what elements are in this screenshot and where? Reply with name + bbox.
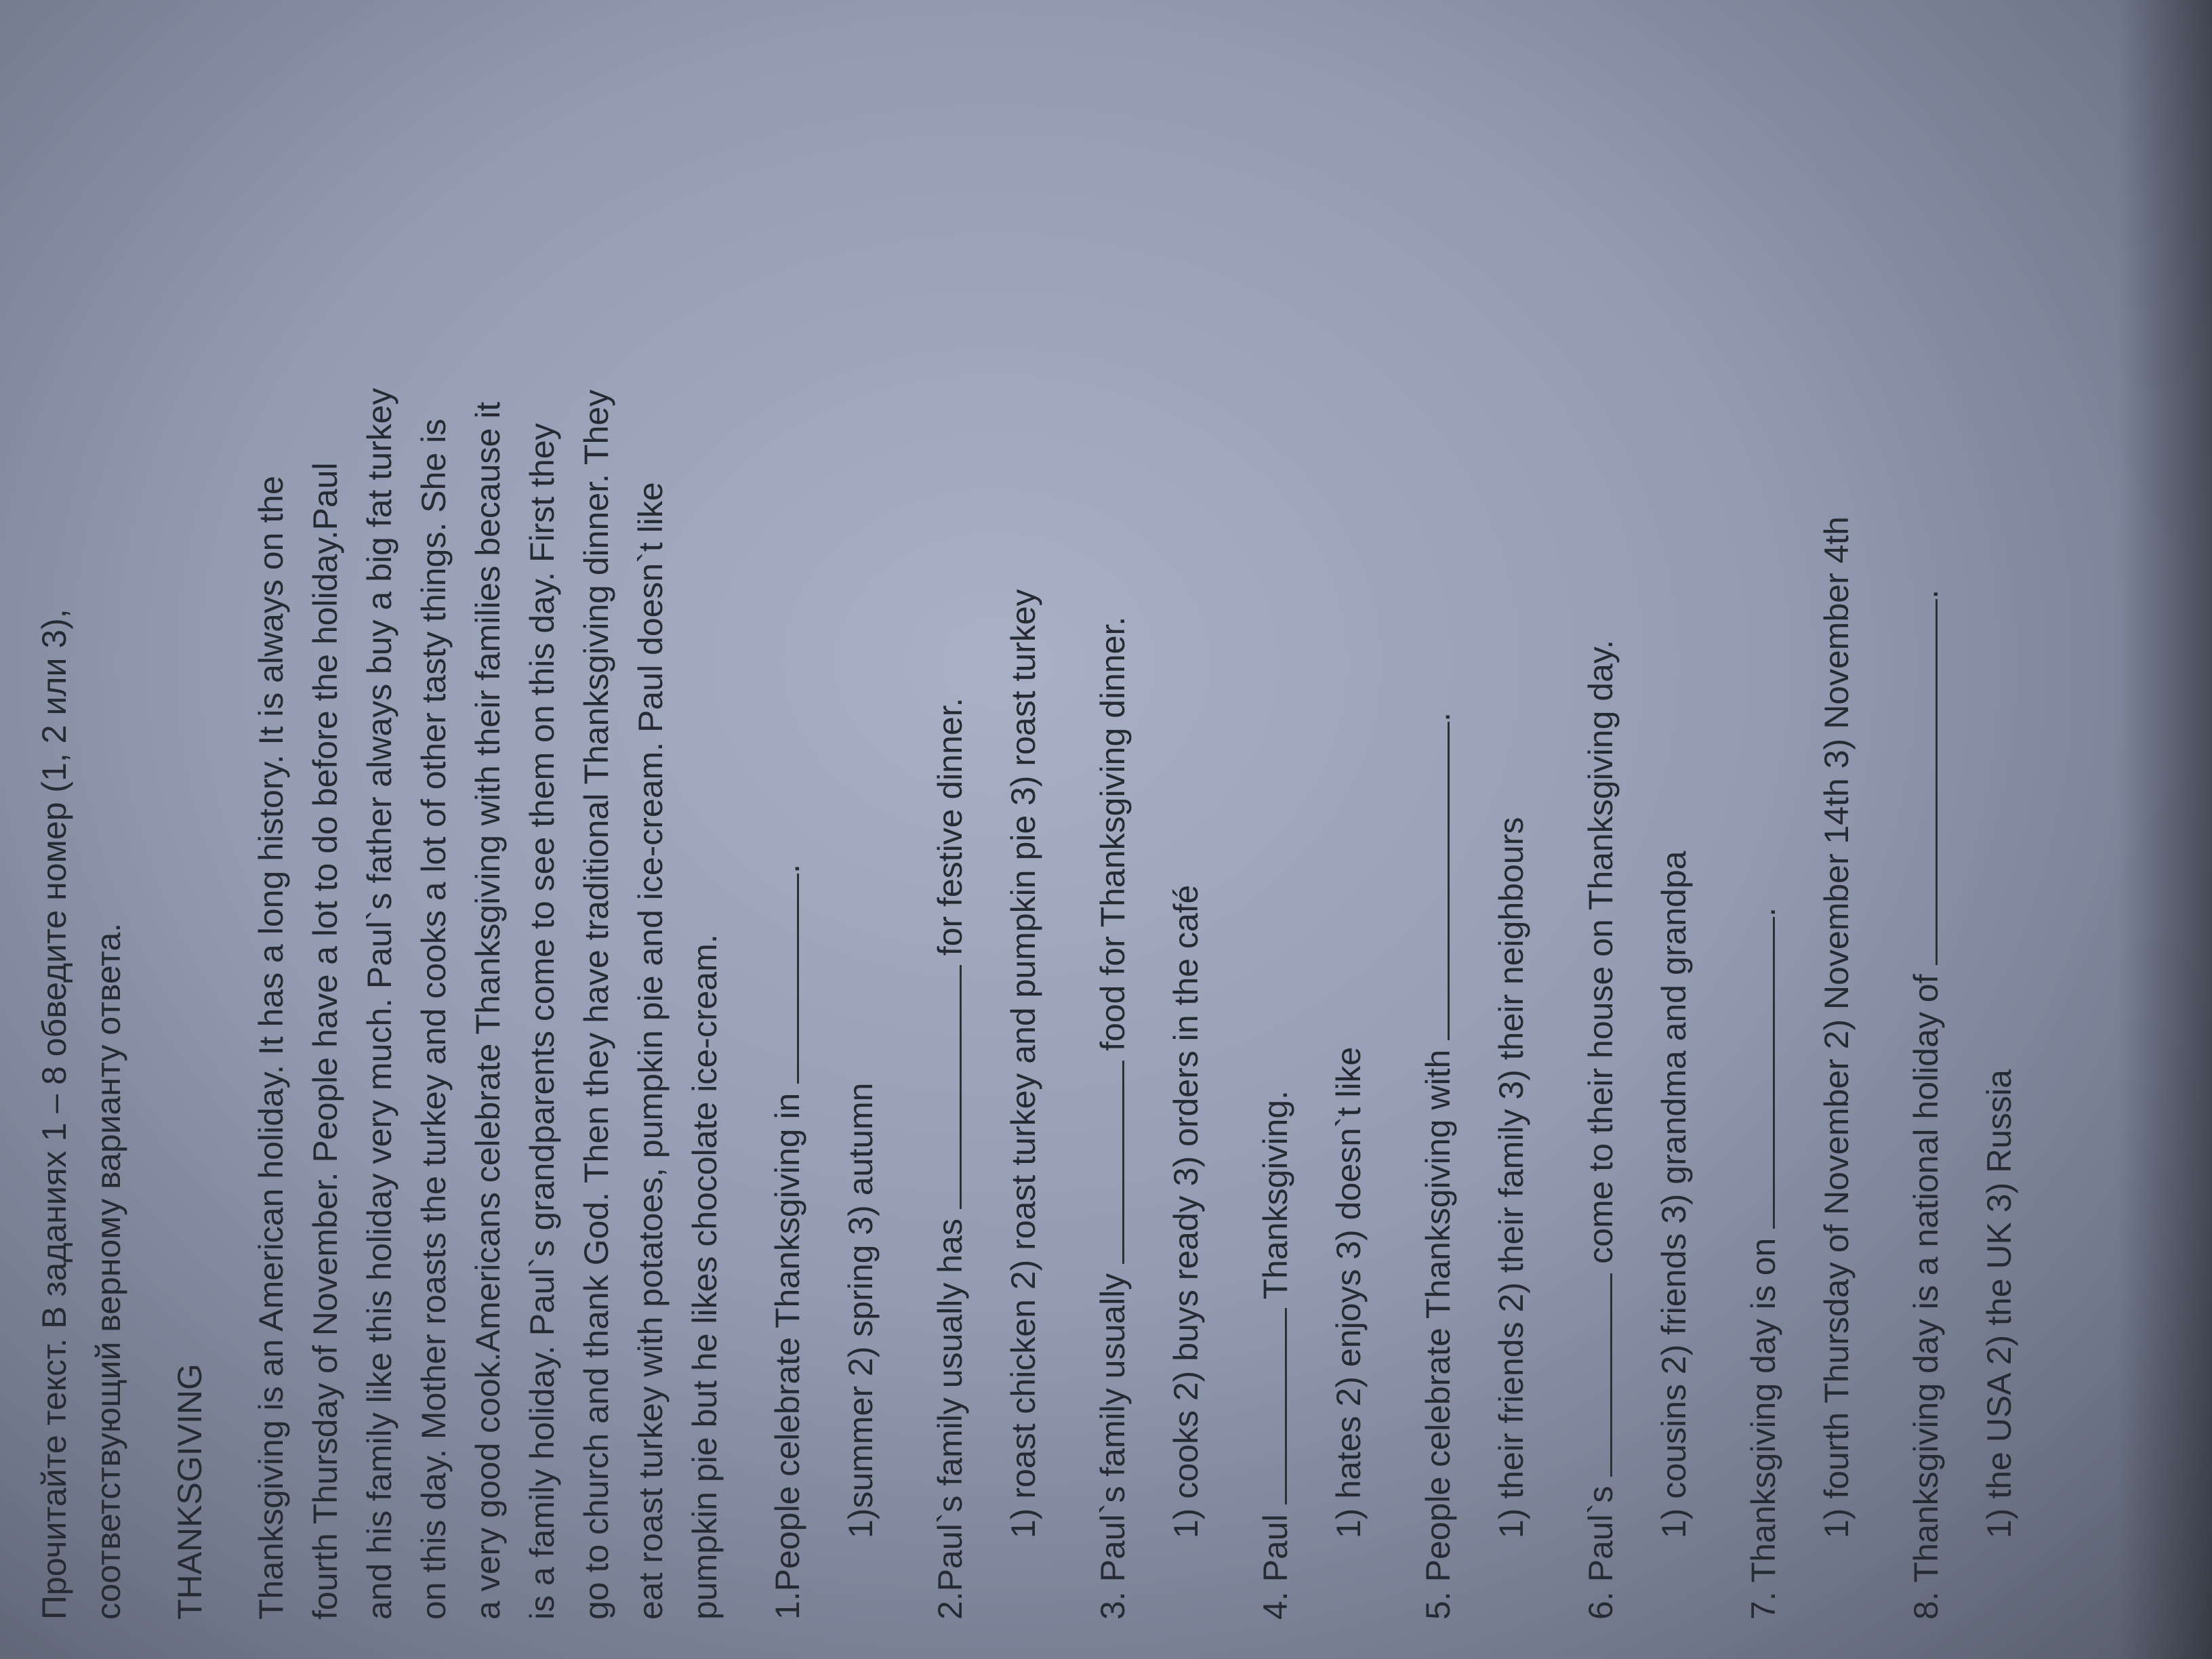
question-7-stem: 7. Thanksgiving day is on bbox=[1744, 1237, 1782, 1620]
question-6-stem: 6. Paul`s bbox=[1582, 1486, 1620, 1620]
question-4-stem: 4. Paul bbox=[1256, 1514, 1294, 1620]
question-1-stem: 1.People celebrate Thanksgiving in bbox=[769, 1092, 806, 1620]
answer-blank-7[interactable] bbox=[1735, 917, 1775, 1229]
question-3-options[interactable]: 1) cooks 2) buys ready 3) orders in the café bbox=[1167, 884, 1205, 1538]
instructions-line-1: Прочитайте текст. В заданиях 1 – 8 обведите номер (1, 2 или 3), bbox=[35, 609, 73, 1620]
passage-line: and his family like this holiday very much. Paul`s father always buy a big fat turkey bbox=[361, 388, 398, 1620]
question-3-stem: 3. Paul`s family usually bbox=[1094, 1273, 1132, 1620]
question-5-end: . bbox=[1419, 712, 1457, 722]
question-8-end: . bbox=[1907, 589, 1945, 599]
question-2-stem: 2.Paul`s family usually has bbox=[931, 1218, 969, 1620]
passage-line: on this day. Mother roasts the turkey and cooks a lot of other tasty things. She is bbox=[415, 418, 453, 1620]
question-2-options[interactable]: 1) roast chicken 2) roast turkey and pumpkin pie 3) roast turkey bbox=[1004, 589, 1042, 1538]
passage-line: Thanksgiving is an American holiday. It has a long history. It is always on the bbox=[252, 476, 290, 1620]
passage-line: eat roast turkey with potatoes, pumpkin pie and ice-cream. Paul doesn`t like bbox=[632, 482, 670, 1620]
worksheet-page bbox=[27, 34, 2155, 1620]
question-8-stem: 8. Thanksgiving day is a national holiday of bbox=[1907, 974, 1945, 1620]
question-5-stem: 5. People celebrate Thanksgiving with bbox=[1419, 1049, 1457, 1620]
question-2-end: for festive dinner. bbox=[931, 697, 969, 956]
passage-line: is a family holiday. Paul`s grandparents come to see them on this day. First they bbox=[523, 423, 561, 1620]
question-1-options[interactable]: 1)summer 2) spring 3) autumn bbox=[842, 1082, 880, 1538]
question-1-end: . bbox=[769, 863, 806, 874]
question-5-options[interactable]: 1) their friends 2) their family 3) their neighbours bbox=[1492, 817, 1530, 1538]
instructions-line-2: соответствующий верному варианту ответа. bbox=[89, 922, 127, 1620]
question-7-options[interactable]: 1) fourth Thursday of November 2) November 14th 3) November 4th bbox=[1818, 516, 1856, 1538]
answer-blank-8[interactable] bbox=[1898, 599, 1938, 965]
question-1 bbox=[759, 864, 815, 1620]
answer-blank-1[interactable] bbox=[759, 874, 799, 1084]
answer-blank-4[interactable] bbox=[1247, 1308, 1287, 1504]
question-6-end: come to their house on Thanksgiving day. bbox=[1582, 639, 1620, 1264]
question-6-options[interactable]: 1) cousins 2) friends 3) grandma and grandpa bbox=[1655, 851, 1693, 1538]
question-3 bbox=[1084, 617, 1140, 1620]
question-8 bbox=[1898, 590, 1953, 1620]
passage-line: fourth Thursday of November. People have a lot to do before the holiday.Paul bbox=[306, 462, 344, 1620]
answer-blank-2[interactable] bbox=[922, 965, 962, 1209]
passage-line: go to church and thank God. Then they have traditional Thanksgiving dinner. They bbox=[577, 389, 615, 1620]
question-4 bbox=[1247, 1090, 1303, 1620]
question-8-options[interactable]: 1) the USA 2) the UK 3) Russia bbox=[1980, 1069, 2018, 1538]
question-6 bbox=[1572, 640, 1628, 1620]
question-3-end: food for Thanksgiving dinner. bbox=[1094, 616, 1132, 1051]
answer-blank-6[interactable] bbox=[1572, 1273, 1612, 1477]
passage-line: a very good cook.Americans celebrate Thanksgiving with their families because it bbox=[469, 401, 507, 1620]
question-2 bbox=[922, 698, 977, 1620]
question-7-end: . bbox=[1744, 907, 1782, 917]
question-5 bbox=[1410, 712, 1465, 1620]
answer-blank-5[interactable] bbox=[1410, 722, 1450, 1040]
question-7 bbox=[1735, 907, 1790, 1620]
passage-line: pumpkin pie but he likes chocolate ice-cream. bbox=[686, 934, 724, 1620]
passage-title: THANKSGIVING bbox=[171, 1364, 209, 1620]
answer-blank-3[interactable] bbox=[1084, 1061, 1124, 1264]
question-4-options[interactable]: 1) hates 2) enjoys 3) doesn`t like bbox=[1330, 1046, 1368, 1538]
question-4-end: Thanksgiving. bbox=[1256, 1090, 1294, 1300]
